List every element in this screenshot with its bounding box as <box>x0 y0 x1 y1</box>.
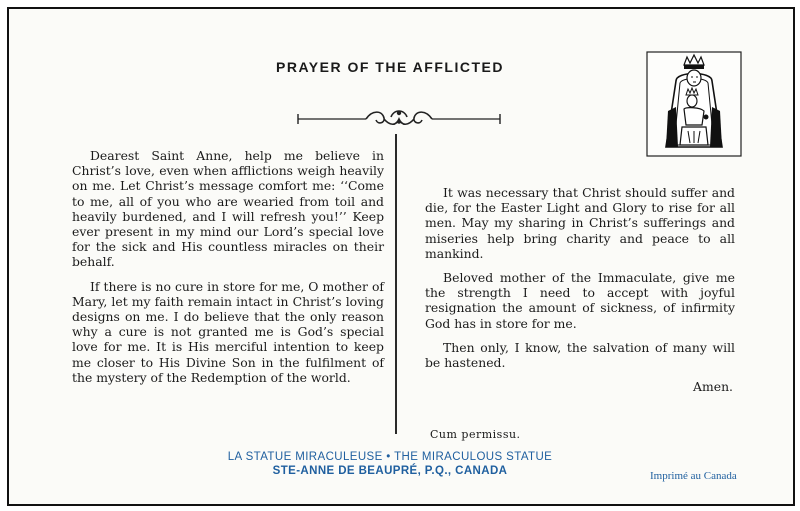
right-column <box>425 185 735 403</box>
paragraph: Then only, I know, the salvation of many will be hastened. <box>425 339 735 371</box>
paragraph: It was necessary that Christ should suffer and die, for the Easter Light and Glory to rise for all men. May my sharing in Christ’s sufferings and miseries help bring charity and peace to all mankind. <box>425 185 735 261</box>
cum-permissu: Cum permissu. <box>430 428 521 441</box>
footer-line-2: STE-ANNE DE BEAUPRÉ, P.Q., CANADA <box>272 465 508 477</box>
amen-text: Amen. <box>693 379 733 395</box>
imprint-text: Imprimé au Canada <box>650 470 737 482</box>
ornament-flourish-icon <box>296 106 502 132</box>
column-divider <box>395 134 397 434</box>
footer-line-1: LA STATUE MIRACULEUSE • THE MIRACULOUS STATUE <box>227 451 553 463</box>
paragraph: Dearest Saint Anne, help me believe in Christ’s love, even when afflictions weigh heavily on me. Let Christ’s message comfort me: ‘‘Come to me, all of you who are wearied from toil and heavily burdened, and I will refresh you!’’ Keep ever present in my mind our Lord’s special love for the sick and His countless miracles on their behalf. <box>72 148 384 270</box>
paragraph: Beloved mother of the Immaculate, give me the strength I need to accept with joyful resignation the amount of sickness, of infirmity God has in store for me. <box>425 270 735 331</box>
left-column <box>72 148 384 394</box>
statue-stamp-icon <box>646 51 742 157</box>
prayer-title: PRAYER OF THE AFFLICTED <box>276 59 504 75</box>
paragraph: If there is no cure in store for me, O mother of Mary, let my faith remain intact in Christ’s loving designs on me. I do believe that the only reason why a cure is not granted me is God’s special love for me. It is His merciful intention to keep me closer to His Divine Son in the fulfilment of the mystery of the Redemption of the world. <box>72 278 384 385</box>
